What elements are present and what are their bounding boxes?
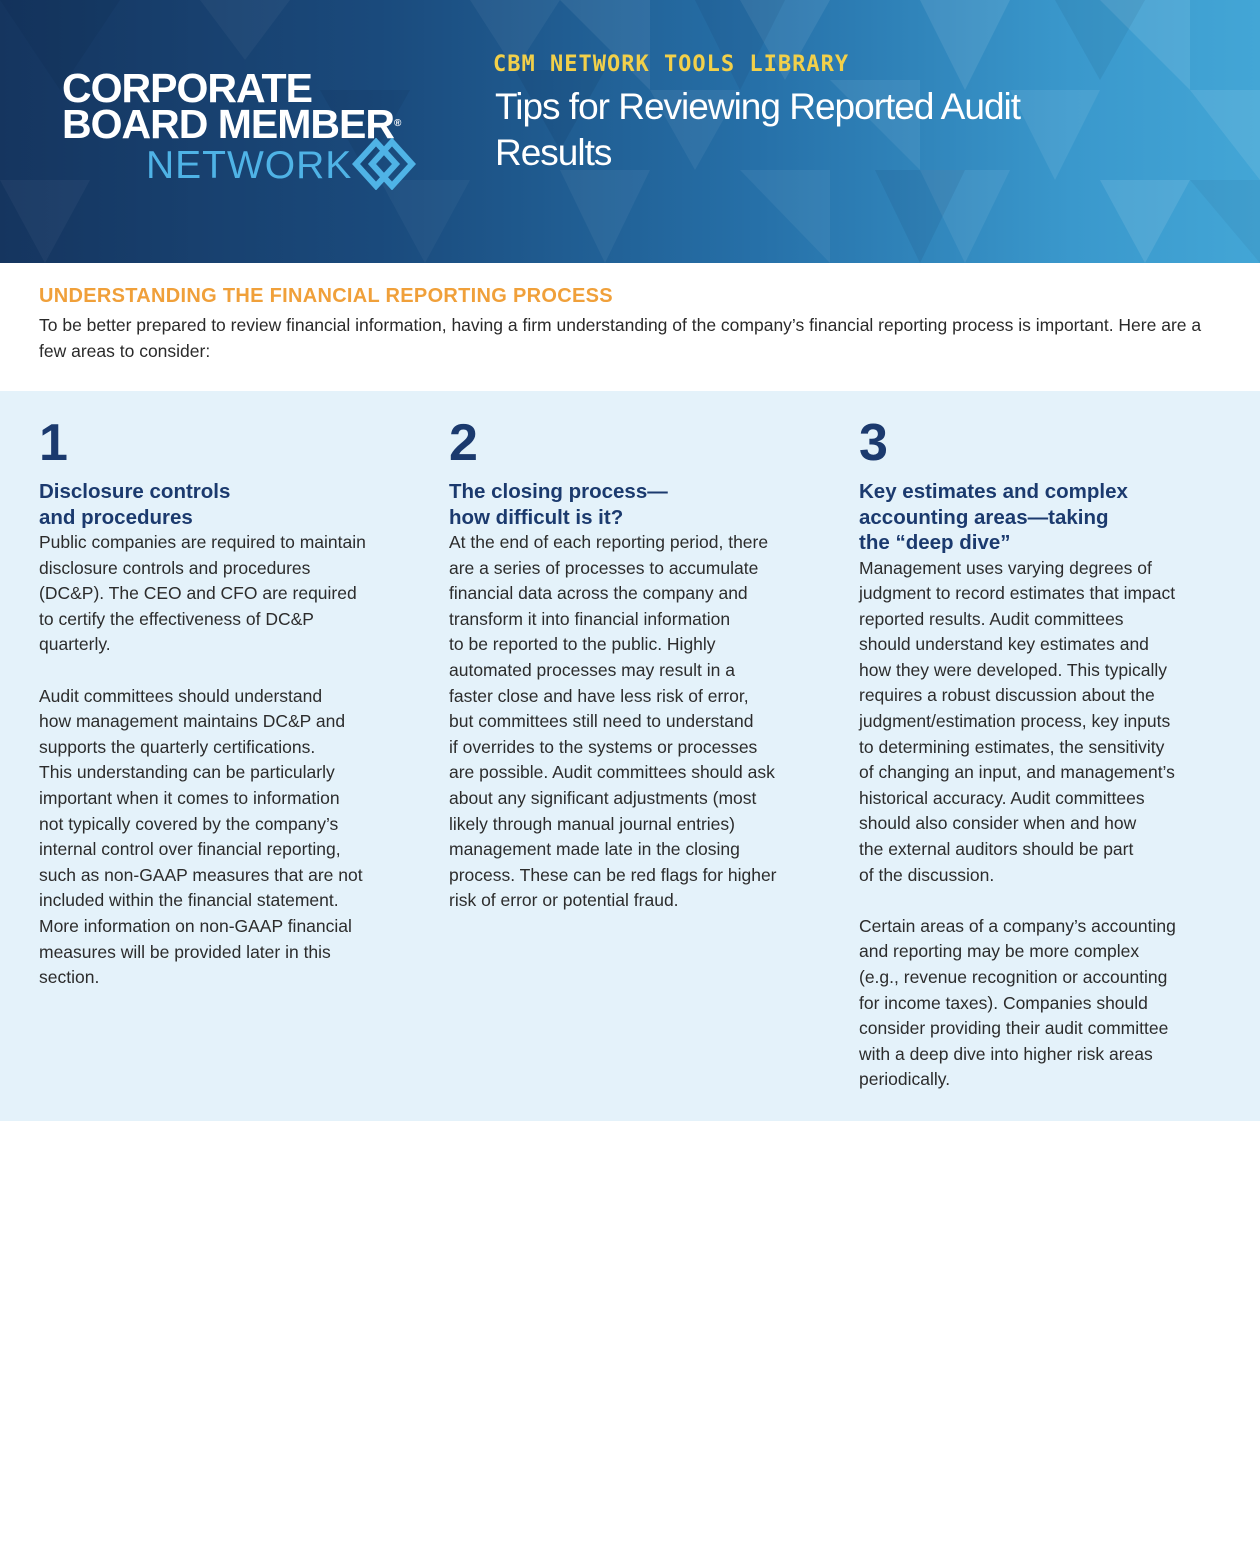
item-paragraph: Public companies are required to maintain disclosure controls and procedures (DC&P). The CEO and CFO are required to certify the effectiveness of DC&P quarterly. — [39, 532, 366, 655]
item-heading: The closing process— how difficult is it? — [449, 480, 668, 529]
logo-line-network: NETWORK — [146, 144, 353, 187]
library-label: CBM NETWORK TOOLS LIBRARY — [493, 52, 850, 77]
consideration-2 — [449, 413, 839, 914]
intro-text: To be better prepared to review financial information, having a firm understanding of the company’s financial reporting process is important. Here are a few areas to consider: — [39, 315, 1202, 361]
network-link-icon — [352, 138, 416, 190]
considerations-panel — [0, 391, 1260, 1121]
item-number: 2 — [449, 414, 478, 472]
item-number: 1 — [39, 414, 68, 472]
registered-mark: ® — [393, 118, 402, 129]
item-number: 3 — [859, 414, 888, 472]
intro-section — [39, 284, 1219, 364]
item-paragraph: At the end of each reporting period, there are a series of processes to accumulate financial data across the company and transform it into financial information to be reported to the public. Highly automated processes may result in a faster close and have less risk of error, but committees still need to understand if overrides to the systems or processes are possible. Audit committees should ask about any significant adjustments (most likely through manual journal entries) management made late in the closing process. These can be red flags for higher risk of error or potential fraud. — [449, 532, 777, 911]
item-heading: Disclosure controls and procedures — [39, 480, 231, 529]
cbm-network-logo — [62, 65, 432, 198]
header-banner — [0, 0, 1260, 263]
consideration-3 — [859, 413, 1249, 1093]
item-paragraph: Audit committees should understand how management maintains DC&P and supports the quarterly certifications. This understanding can be particularly important when it comes to information not typically covered by the company’s internal control over financial reporting, such as non-GAAP measures that are not included within the financial statement. More information on non-GAAP financial measures will be provided later in this section. — [39, 685, 363, 988]
consideration-1 — [39, 413, 421, 991]
logo-line-corporate: CORPORATE — [62, 65, 312, 111]
item-paragraph: Certain areas of a company’s accounting and reporting may be more complex (e.g., revenue recognition or accounting for income taxes). Companies should consider providing their audit committee with a deep dive into higher risk areas periodically. — [859, 915, 1176, 1090]
section-heading: UNDERSTANDING THE FINANCIAL REPORTING PROCESS — [39, 285, 613, 307]
item-paragraph: Management uses varying degrees of judgment to record estimates that impact reported results. Audit committees should understand key estimates and how they were developed. This typically requires a robust discussion about the judgment/estimation process, key inputs to determining estimates, the sensitivity of changing an input, and management’s historical accuracy. Audit committees should also consider when and how the external auditors should be part of the discussion. — [859, 557, 1176, 885]
item-heading: Key estimates and complex accounting areas—taking the “deep dive” — [859, 480, 1128, 554]
logo-line-board-member — [62, 101, 402, 147]
logo-board-member-text: BOARD MEMBER — [62, 101, 394, 147]
document-title: Tips for Reviewing Reported Audit Results — [495, 86, 1021, 173]
